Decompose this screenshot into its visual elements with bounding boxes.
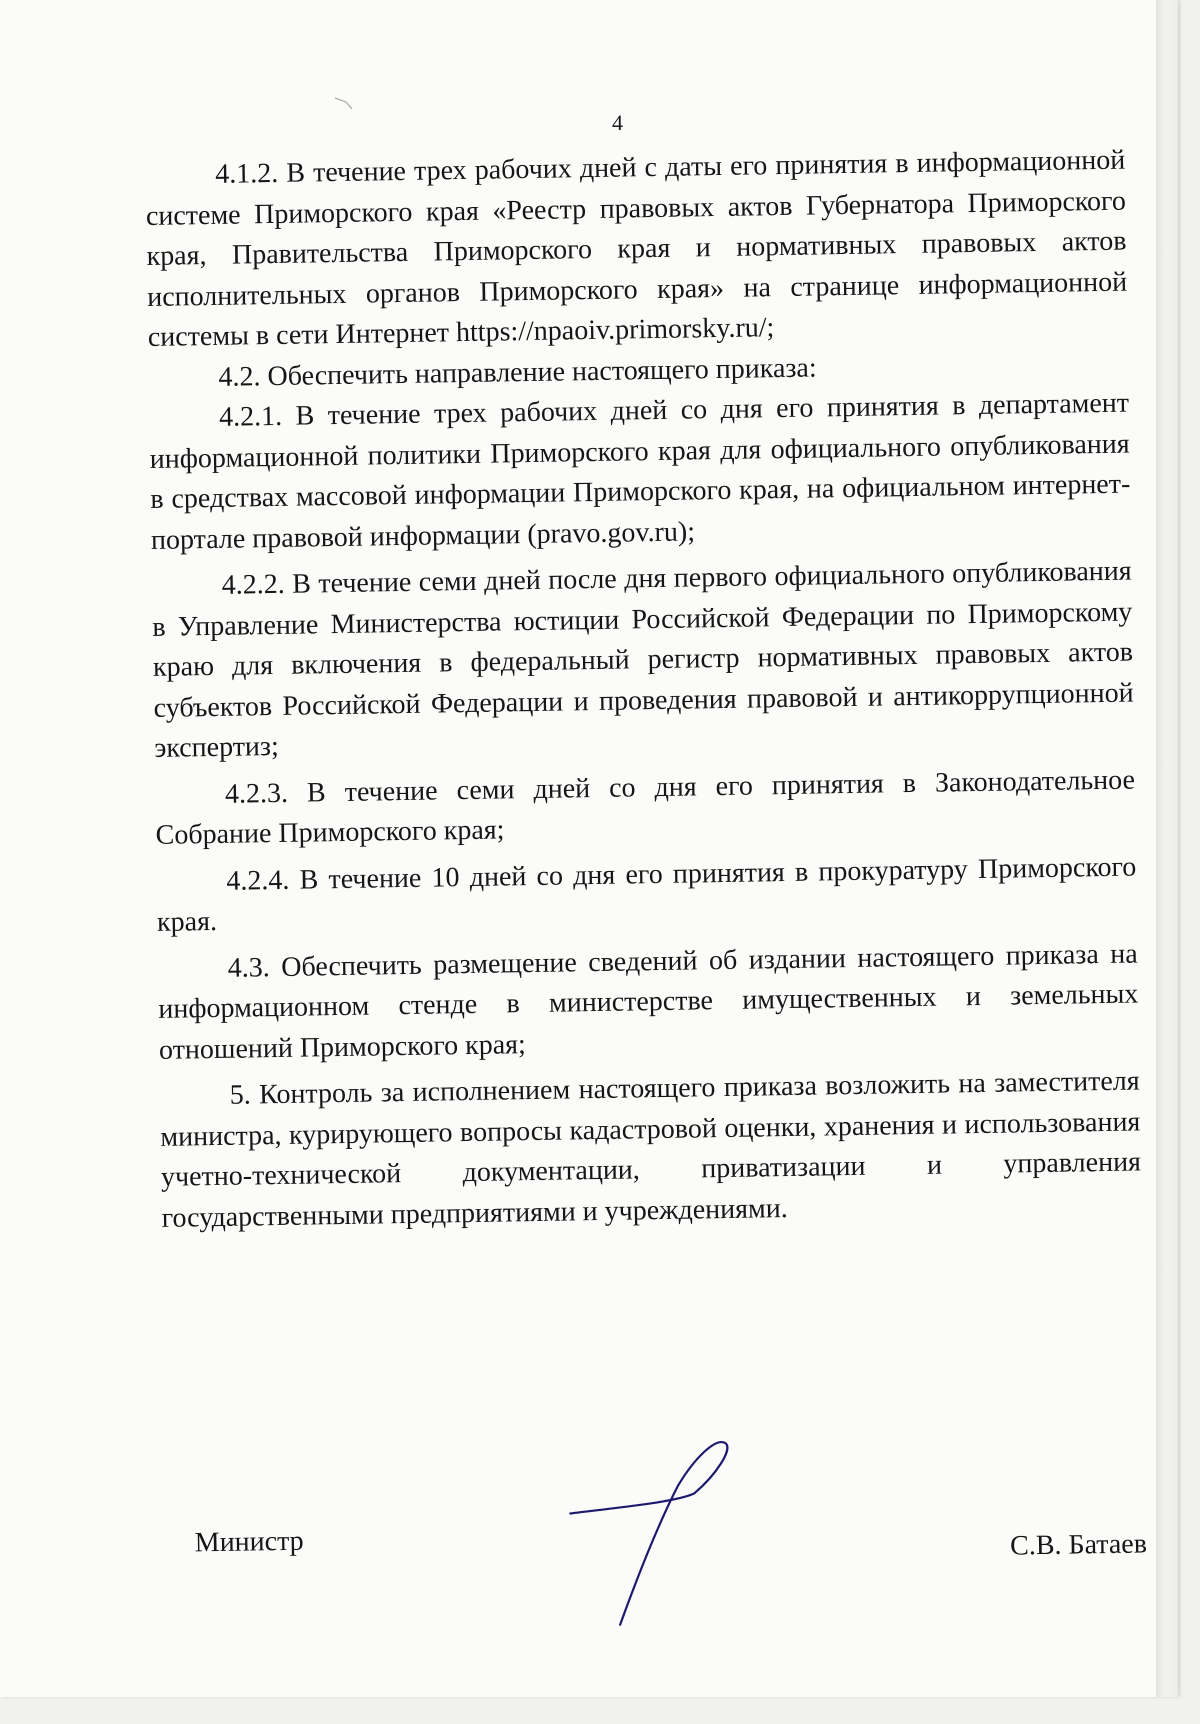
paragraph-4-2-2: 4.2.2. В течение семи дней после дня первого официального опубликования в Управление Министерства юстиции Российской Федерации по Приморскому краю для включения в федеральный регистр нормативных правовых актов субъектов Российской Федерации и проведения правовой и антикоррупционной экспертиз; bbox=[152, 555, 1134, 764]
signature-block bbox=[165, 1408, 1150, 1723]
paragraph-4-2-3: 4.2.3. В течение семи дней со дня его принятия в Законодательное Собрание Приморского края; bbox=[155, 764, 1136, 851]
paragraph-4-2-1: 4.2.1. В течение трех рабочих дней со дня его принятия в департамент информационной политики Приморского края для официального опубликования в средствах массовой информации Приморского края, на официальном интернет-портале правовой информации (pravo.gov.ru); bbox=[149, 387, 1131, 556]
handwritten-signature bbox=[565, 1434, 768, 1637]
signer-name: С.В. Батаев bbox=[1009, 1528, 1148, 1562]
page-number: 4 bbox=[612, 110, 623, 135]
paragraph-4-1-2: 4.1.2. В течение трех рабочих дней с даты его принятия в информационной системе Приморского края «Реестр правовых актов Губернатора Приморского края, Правительства Приморского края и нормативных правовых актов исполнительных органов Приморского края» на странице информационной системы в сети Интернет https://npaoiv.primorsky.ru/; bbox=[145, 144, 1128, 353]
stray-mark bbox=[334, 96, 354, 110]
paragraph-4-2: 4.2. Обеспечить направление настоящего приказа: bbox=[218, 351, 817, 393]
paragraph-4-2-4: 4.2.4. В течение 10 дней со дня его принятия в прокуратуру Приморского края. bbox=[156, 851, 1137, 938]
paragraph-4-3: 4.3. Обеспечить размещение сведений об издании настоящего приказа на информационном стенде в министерстве имущественных и земельных отношений Приморского края; bbox=[158, 938, 1139, 1066]
paragraph-5: 5. Контроль за исполнением настоящего приказа возложить на заместителя министра, курирующего вопросы кадастровой оценки, хранения и использования учетно-технической документации, приватизации и управления государственными предприятиями и учреждениями. bbox=[160, 1065, 1142, 1234]
document-body bbox=[145, 141, 1148, 1562]
paper-edge bbox=[1156, 0, 1178, 1697]
signer-position: Министр bbox=[194, 1525, 304, 1559]
